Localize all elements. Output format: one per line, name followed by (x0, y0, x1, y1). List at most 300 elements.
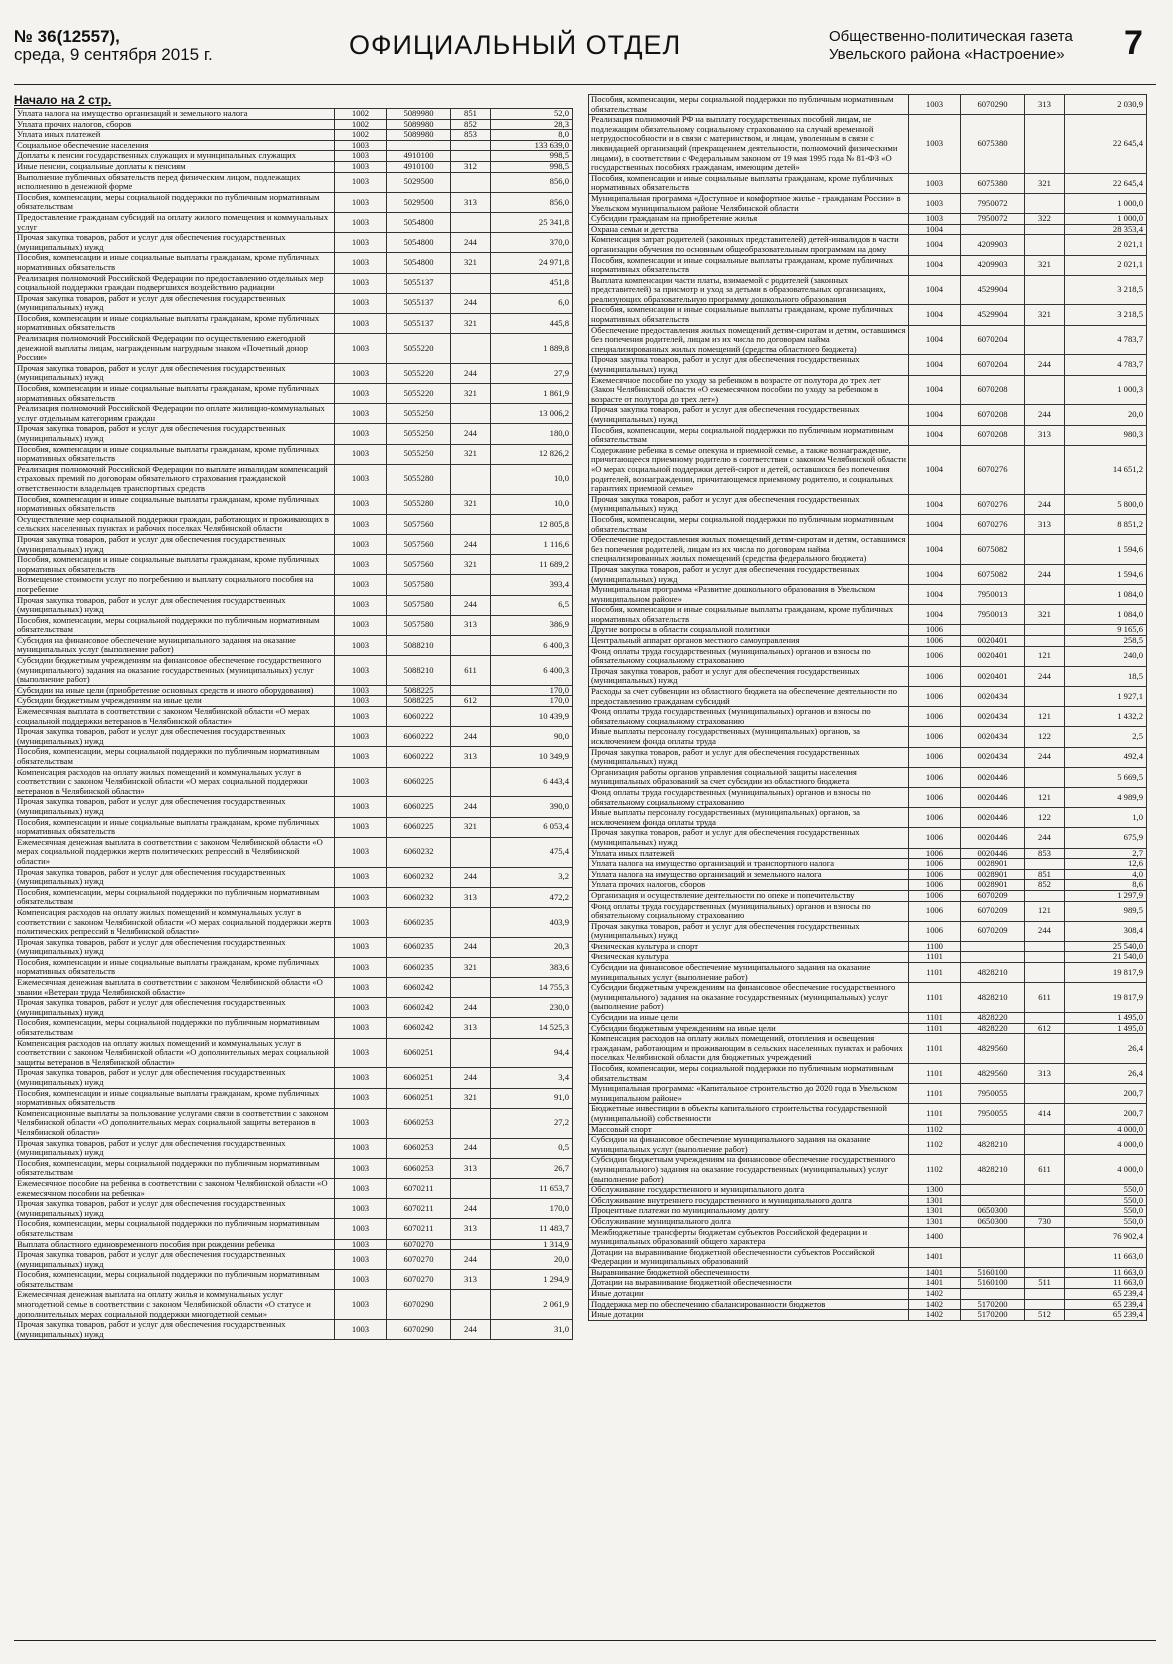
row-target-code: 6060242 (387, 978, 451, 998)
row-amount: 10,0 (491, 464, 573, 494)
row-expense-type: 321 (451, 313, 491, 333)
row-expense-type: 611 (451, 656, 491, 686)
row-amount: 1 084,0 (1065, 585, 1147, 605)
table-row (15, 1018, 573, 1038)
row-section: 1003 (335, 1018, 387, 1038)
row-expense-type: 121 (1025, 787, 1065, 807)
row-expense-type (1025, 859, 1065, 870)
row-amount: 3 218,5 (1065, 275, 1147, 305)
row-expense-type: 244 (451, 797, 491, 817)
row-name: Другие вопросы в области социальной политики (589, 625, 909, 636)
row-target-code: 5088210 (387, 635, 451, 655)
row-name: Пособия, компенсации, меры социальной поддержки по публичным нормативным обязательствам (589, 95, 909, 115)
table-row (15, 384, 573, 404)
row-expense-type (451, 273, 491, 293)
row-name: Фонд оплаты труда государственных (муниципальных) органов и взносы по обязательному социальному страхованию (589, 707, 909, 727)
row-name: Прочая закупка товаров, работ и услуг для обеспечения государственных (муниципальных) нужд (589, 355, 909, 375)
row-amount: 14 755,3 (491, 978, 573, 998)
row-target-code: 7950013 (961, 585, 1025, 605)
table-row (15, 635, 573, 655)
row-section: 1002 (335, 109, 387, 120)
row-name: Пособия, компенсации и иные социальные выплаты гражданам, кроме публичных нормативных обязательств (15, 384, 335, 404)
row-target-code: 6070276 (961, 494, 1025, 514)
row-name: Пособия, компенсации, меры социальной поддержки по публичным нормативным обязательствам (15, 1018, 335, 1038)
table-row (589, 707, 1147, 727)
row-expense-type (1025, 1299, 1065, 1310)
row-expense-type (1025, 941, 1065, 952)
row-target-code: 4828210 (961, 983, 1025, 1013)
row-expense-type: 852 (451, 119, 491, 130)
row-target-code: 5055250 (387, 424, 451, 444)
row-target-code: 5089980 (387, 130, 451, 141)
row-target-code: 4910100 (387, 161, 451, 172)
row-target-code: 0028901 (961, 859, 1025, 870)
row-expense-type (451, 685, 491, 696)
row-amount: 12 826,2 (491, 444, 573, 464)
row-expense-type (451, 707, 491, 727)
row-expense-type: 852 (1025, 880, 1065, 891)
row-target-code: 5055220 (387, 384, 451, 404)
left-column (14, 108, 572, 1340)
row-expense-type: 321 (1025, 605, 1065, 625)
row-name: Содержание ребенка в семье опекуна и приемной семье, а также вознаграждение, причитающееся приемному родителю в соответствии с законом Челябинской области «О мерах социальной поддержки детей-сирот и детей, оставшихся без попечения родителей, вознаграждении, причитающемся приемному родителю, и социальных гарантиях приемной семье» (589, 445, 909, 494)
row-target-code: 6060222 (387, 707, 451, 727)
row-amount: 25 341,8 (491, 212, 573, 232)
issue-number: № 36(12557), (14, 27, 120, 46)
table-row (589, 666, 1147, 686)
row-section: 1402 (909, 1289, 961, 1300)
table-row (589, 355, 1147, 375)
row-name: Прочая закупка товаров, работ и услуг для обеспечения государственных (муниципальных) нужд (15, 797, 335, 817)
row-section: 1004 (909, 375, 961, 405)
table-row (15, 494, 573, 514)
row-expense-type: 321 (451, 817, 491, 837)
row-amount: 14 651,2 (1065, 445, 1147, 494)
row-target-code: 4529904 (961, 305, 1025, 325)
table-row (15, 233, 573, 253)
table-row (15, 192, 573, 212)
row-amount: 1,0 (1065, 808, 1147, 828)
row-target-code: 6060253 (387, 1158, 451, 1178)
row-name: Уплата налога на имущество организаций и земельного налога (15, 109, 335, 120)
row-name: Предоставление гражданам субсидий на оплату жилого помещения и коммунальных услуг (15, 212, 335, 232)
row-target-code (961, 941, 1025, 952)
row-target-code: 6070204 (961, 355, 1025, 375)
row-name: Прочая закупка товаров, работ и услуг для обеспечения государственных (муниципальных) нужд (589, 564, 909, 584)
row-section: 1004 (909, 605, 961, 625)
row-amount: 980,3 (1065, 425, 1147, 445)
table-row (15, 696, 573, 707)
table-row (589, 325, 1147, 355)
row-expense-type: 244 (451, 363, 491, 383)
row-name: Пособия, компенсации и иные социальные выплаты гражданам, кроме публичных нормативных обязательств (589, 173, 909, 193)
row-expense-type: 244 (1025, 747, 1065, 767)
row-section: 1003 (335, 1290, 387, 1320)
row-name: Пособия, компенсации, меры социальной поддержки по публичным нормативным обязательствам (15, 1270, 335, 1290)
row-section: 1003 (909, 173, 961, 193)
row-section: 1003 (335, 444, 387, 464)
row-expense-type: 313 (451, 887, 491, 907)
row-name: Ежемесячное пособие по уходу за ребенком в возрасте от полутора до трех лет (Закон Челябинской области «О ежемесячном пособии по уходу за ребенком в возрасте от полутора до трех лет») (589, 375, 909, 405)
row-name: Пособия, компенсации, меры социальной поддержки по публичным нормативным обязательствам (15, 887, 335, 907)
row-amount: 65 239,4 (1065, 1310, 1147, 1321)
row-expense-type (1025, 1013, 1065, 1024)
table-row (589, 405, 1147, 425)
table-row (15, 615, 573, 635)
row-target-code: 5055220 (387, 334, 451, 364)
row-expense-type (1025, 963, 1065, 983)
issue-date: среда, 9 сентября 2015 г. (14, 45, 213, 64)
row-name: Прочая закупка товаров, работ и услуг для обеспечения государственных (муниципальных) нужд (15, 534, 335, 554)
row-expense-type (451, 404, 491, 424)
row-amount: 76 902,4 (1065, 1227, 1147, 1247)
row-expense-type: 244 (451, 1250, 491, 1270)
table-row (589, 1216, 1147, 1227)
row-target-code: 5054800 (387, 233, 451, 253)
newspaper-name-line1: Общественно-политическая газета (829, 28, 1073, 45)
row-expense-type (451, 1290, 491, 1320)
row-expense-type (451, 212, 491, 232)
row-name: Прочая закупка товаров, работ и услуг для обеспечения государственных (муниципальных) нужд (15, 937, 335, 957)
row-section: 1300 (909, 1185, 961, 1196)
table-row (15, 767, 573, 797)
row-section: 1102 (909, 1155, 961, 1185)
row-amount: 9 165,6 (1065, 625, 1147, 636)
budget-table-right (588, 94, 1147, 1321)
row-amount: 13 006,2 (491, 404, 573, 424)
table-row (15, 464, 573, 494)
row-expense-type: 122 (1025, 727, 1065, 747)
row-section: 1004 (909, 535, 961, 565)
row-expense-type: 612 (1025, 1023, 1065, 1034)
row-section: 1006 (909, 646, 961, 666)
table-row (15, 1320, 573, 1340)
row-amount: 10 439,9 (491, 707, 573, 727)
row-name: Субсидии на иные цели (приобретение основных средств и иного оборудования) (15, 685, 335, 696)
row-amount: 24 971,8 (491, 253, 573, 273)
row-target-code: 6060251 (387, 1088, 451, 1108)
row-name: Прочая закупка товаров, работ и услуг для обеспечения государственных (муниципальных) нужд (15, 727, 335, 747)
table-row (15, 957, 573, 977)
row-expense-type: 244 (451, 233, 491, 253)
row-amount: 10 349,9 (491, 747, 573, 767)
row-section: 1301 (909, 1216, 961, 1227)
row-expense-type: 511 (1025, 1278, 1065, 1289)
table-row (15, 685, 573, 696)
row-target-code: 6070211 (387, 1178, 451, 1198)
table-row (15, 1270, 573, 1290)
row-target-code: 7950072 (961, 214, 1025, 225)
row-name: Ежемесячная выплата в соответствии с законом Челябинской области «О мерах социальной поддержки ветеранов в Челябинской области» (15, 707, 335, 727)
row-target-code: 5057560 (387, 514, 451, 534)
table-row (589, 1064, 1147, 1084)
row-name: Пособия, компенсации и иные социальные выплаты гражданам, кроме публичных нормативных обязательств (15, 555, 335, 575)
row-amount: 200,7 (1065, 1104, 1147, 1124)
row-section: 1003 (335, 837, 387, 867)
row-target-code: 6060235 (387, 907, 451, 937)
row-target-code: 4829560 (961, 1034, 1025, 1064)
row-amount: 258,5 (1065, 636, 1147, 647)
row-target-code: 6060242 (387, 998, 451, 1018)
row-expense-type (1025, 952, 1065, 963)
row-section: 1003 (335, 1138, 387, 1158)
table-row (15, 727, 573, 747)
row-target-code: 5089980 (387, 109, 451, 120)
row-amount: 8 851,2 (1065, 514, 1147, 534)
row-name: Обслуживание внутреннего государственного и муниципального долга (589, 1195, 909, 1206)
row-amount: 383,6 (491, 957, 573, 977)
row-target-code: 0020446 (961, 848, 1025, 859)
row-target-code: 6070209 (961, 890, 1025, 901)
row-expense-type (1025, 1185, 1065, 1196)
row-name: Иные выплаты персоналу государственных (муниципальных) органов, за исключением фонда оплаты труда (589, 727, 909, 747)
row-name: Организация работы органов управления социальной защиты населения муниципальных образований за счет субсидии из областного бюджета (589, 767, 909, 787)
row-section: 1003 (335, 1068, 387, 1088)
row-name: Уплата налога на имущество организаций и земельного налога (589, 869, 909, 880)
row-name: Бюджетные инвестиции в объекты капитального строительства государственной (муниципальной) собственности (589, 1104, 909, 1124)
table-row (15, 109, 573, 120)
row-section: 1003 (335, 1158, 387, 1178)
row-expense-type (1025, 1135, 1065, 1155)
row-expense-type: 313 (451, 1270, 491, 1290)
row-name: Массовый спорт (589, 1124, 909, 1135)
row-section: 1402 (909, 1299, 961, 1310)
table-row (589, 173, 1147, 193)
row-target-code: 6070209 (961, 921, 1025, 941)
row-name: Реализация полномочий Российской Федерации по оплате жилищно-коммунальных услуг отдельным категориям граждан (15, 404, 335, 424)
row-name: Фонд оплаты труда государственных (муниципальных) органов и взносы по обязательному социальному страхованию (589, 901, 909, 921)
row-name: Центральный аппарат органов местного самоуправления (589, 636, 909, 647)
table-row (589, 235, 1147, 255)
table-row (589, 1013, 1147, 1024)
row-amount: 90,0 (491, 727, 573, 747)
table-row (589, 95, 1147, 115)
row-section: 1006 (909, 869, 961, 880)
row-expense-type: 244 (451, 1138, 491, 1158)
row-name: Физическая культура и спорт (589, 941, 909, 952)
row-section: 1003 (335, 685, 387, 696)
row-amount: 1 084,0 (1065, 605, 1147, 625)
row-expense-type: 312 (451, 161, 491, 172)
table-row (15, 837, 573, 867)
row-name: Выравнивание бюджетной обеспеченности (589, 1267, 909, 1278)
row-target-code: 7950013 (961, 605, 1025, 625)
row-name: Обслуживание муниципального долга (589, 1216, 909, 1227)
table-row (589, 767, 1147, 787)
row-expense-type (1025, 325, 1065, 355)
row-amount: 4,0 (1065, 869, 1147, 880)
row-expense-type: 321 (451, 253, 491, 273)
row-amount: 3 218,5 (1065, 305, 1147, 325)
row-expense-type: 321 (451, 444, 491, 464)
row-target-code: 6070208 (961, 405, 1025, 425)
table-row (589, 869, 1147, 880)
row-section: 1004 (909, 425, 961, 445)
table-row (589, 1289, 1147, 1300)
table-row (15, 978, 573, 998)
row-expense-type: 313 (1025, 425, 1065, 445)
row-section: 1003 (335, 1219, 387, 1239)
row-amount: 28,3 (491, 119, 573, 130)
table-row (15, 444, 573, 464)
row-section: 1003 (335, 747, 387, 767)
table-row (15, 1250, 573, 1270)
table-row (15, 151, 573, 162)
row-section: 1301 (909, 1195, 961, 1206)
row-amount: 26,7 (491, 1158, 573, 1178)
row-amount: 20,0 (1065, 405, 1147, 425)
row-expense-type (1025, 1267, 1065, 1278)
row-section: 1101 (909, 1084, 961, 1104)
table-row (589, 255, 1147, 275)
table-row (15, 273, 573, 293)
row-amount: 445,8 (491, 313, 573, 333)
row-section: 1401 (909, 1247, 961, 1267)
row-amount: 4 000,0 (1065, 1155, 1147, 1185)
row-name: Прочая закупка товаров, работ и услуг для обеспечения государственных (муниципальных) нужд (15, 1068, 335, 1088)
row-section: 1006 (909, 727, 961, 747)
row-amount: 6 400,3 (491, 656, 573, 686)
row-amount: 550,0 (1065, 1216, 1147, 1227)
page-number: 7 (1124, 24, 1143, 62)
row-expense-type: 322 (1025, 214, 1065, 225)
row-section: 1006 (909, 828, 961, 848)
table-row (589, 983, 1147, 1013)
row-section: 1003 (335, 1250, 387, 1270)
row-amount: 28 353,4 (1065, 224, 1147, 235)
row-section: 1003 (335, 615, 387, 635)
table-row (589, 687, 1147, 707)
table-row (589, 275, 1147, 305)
row-name: Уплата прочих налогов, сборов (589, 880, 909, 891)
row-name: Прочая закупка товаров, работ и услуг для обеспечения государственных (муниципальных) нужд (15, 867, 335, 887)
row-amount: 4 989,9 (1065, 787, 1147, 807)
row-amount: 4 000,0 (1065, 1124, 1147, 1135)
row-amount: 308,4 (1065, 921, 1147, 941)
row-target-code (961, 952, 1025, 963)
row-name: Муниципальная программа «Развитие дошкольного образования в Увельском муниципальном районе» (589, 585, 909, 605)
row-name: Физическая культура (589, 952, 909, 963)
row-amount: 550,0 (1065, 1195, 1147, 1206)
row-amount: 22 645,4 (1065, 173, 1147, 193)
row-section: 1003 (335, 1239, 387, 1250)
table-row (589, 1310, 1147, 1321)
row-section: 1006 (909, 890, 961, 901)
row-target-code: 5055137 (387, 273, 451, 293)
row-amount: 6 443,4 (491, 767, 573, 797)
row-amount: 1 927,1 (1065, 687, 1147, 707)
row-amount: 1 432,2 (1065, 707, 1147, 727)
table-row (589, 921, 1147, 941)
row-section: 1004 (909, 255, 961, 275)
row-expense-type: 313 (1025, 514, 1065, 534)
row-target-code: 0650300 (961, 1216, 1025, 1227)
row-amount: 26,4 (1065, 1034, 1147, 1064)
table-row (589, 880, 1147, 891)
table-row (589, 494, 1147, 514)
row-expense-type (451, 575, 491, 595)
row-name: Прочая закупка товаров, работ и услуг для обеспечения государственных (муниципальных) нужд (589, 666, 909, 686)
row-name: Пособия, компенсации, меры социальной поддержки по публичным нормативным обязательствам (589, 1064, 909, 1084)
row-amount: 2 061,9 (491, 1290, 573, 1320)
row-amount: 10,0 (491, 494, 573, 514)
row-name: Пособия, компенсации и иные социальные выплаты гражданам, кроме публичных нормативных обязательств (589, 305, 909, 325)
table-row (589, 1299, 1147, 1310)
table-row (15, 907, 573, 937)
row-section: 1402 (909, 1310, 961, 1321)
row-section: 1004 (909, 585, 961, 605)
row-target-code (961, 625, 1025, 636)
row-name: Пособия, компенсации и иные социальные выплаты гражданам, кроме публичных нормативных обязательств (15, 1088, 335, 1108)
row-section: 1003 (335, 192, 387, 212)
row-amount: 1 000,0 (1065, 214, 1147, 225)
row-name: Пособия, компенсации и иные социальные выплаты гражданам, кроме публичных нормативных обязательств (15, 817, 335, 837)
row-target-code: 0020446 (961, 808, 1025, 828)
row-expense-type: 244 (451, 1068, 491, 1088)
row-section: 1003 (335, 313, 387, 333)
newspaper-name-line2: Увельского района «Настроение» (829, 46, 1065, 63)
row-target-code: 5055220 (387, 363, 451, 383)
row-target-code: 5055280 (387, 494, 451, 514)
row-section: 1003 (335, 555, 387, 575)
table-row (589, 901, 1147, 921)
row-name: Реализация полномочий РФ на выплату государственных пособий лицам, не подлежащим обязательному социальному страхованию на случай временной нетрудоспособности и в связи с материнством, и лицам, уволенным в связи с ликвидацией организаций (прекращением деятельности, полномочий физическими лицами), в соответствии с Федеральным законом от 19 мая 1995 года № 81-ФЗ «О государственных пособиях гражданам, имеющим детей» (589, 115, 909, 174)
row-section: 1003 (335, 514, 387, 534)
row-section: 1003 (335, 707, 387, 727)
row-name: Доплаты к пенсии государственных служащих и муниципальных служащих (15, 151, 335, 162)
row-expense-type (1025, 115, 1065, 174)
table-row (589, 952, 1147, 963)
row-amount: 6 400,3 (491, 635, 573, 655)
table-row (589, 605, 1147, 625)
row-target-code: 6060251 (387, 1038, 451, 1068)
row-section: 1004 (909, 235, 961, 255)
row-section: 1006 (909, 767, 961, 787)
row-section: 1003 (335, 212, 387, 232)
table-row (589, 214, 1147, 225)
row-name: Выплата областного единовременного пособия при рождении ребенка (15, 1239, 335, 1250)
row-expense-type (1025, 1195, 1065, 1206)
row-amount: 25 540,0 (1065, 941, 1147, 952)
row-target-code: 5088225 (387, 696, 451, 707)
row-expense-type: 244 (451, 727, 491, 747)
issue-info (14, 28, 213, 64)
row-name: Компенсация расходов на оплату жилых помещений и коммунальных услуг в соответствии с законом Челябинской области «О мерах социальной поддержки жертв политических репрессий в Челябинской области» (15, 907, 335, 937)
newspaper-name (829, 28, 1073, 64)
row-target-code: 6070270 (387, 1270, 451, 1290)
row-amount: 1 314,9 (491, 1239, 573, 1250)
row-target-code: 6060232 (387, 887, 451, 907)
row-expense-type: 244 (451, 1320, 491, 1340)
table-row (589, 747, 1147, 767)
row-name: Прочая закупка товаров, работ и услуг для обеспечения государственных (муниципальных) нужд (15, 595, 335, 615)
row-name: Организация и осуществление деятельности по опеке и попечительству (589, 890, 909, 901)
row-expense-type (1025, 375, 1065, 405)
row-expense-type: 321 (1025, 255, 1065, 275)
table-row (15, 119, 573, 130)
row-amount: 6 053,4 (491, 817, 573, 837)
row-amount: 4 783,7 (1065, 355, 1147, 375)
table-row (589, 425, 1147, 445)
row-amount: 27,2 (491, 1108, 573, 1138)
row-amount: 492,4 (1065, 747, 1147, 767)
row-target-code: 6070270 (387, 1250, 451, 1270)
row-amount: 1 594,6 (1065, 564, 1147, 584)
table-row (15, 595, 573, 615)
row-section: 1006 (909, 901, 961, 921)
row-name: Иные дотации (589, 1310, 909, 1321)
table-row (589, 1124, 1147, 1135)
